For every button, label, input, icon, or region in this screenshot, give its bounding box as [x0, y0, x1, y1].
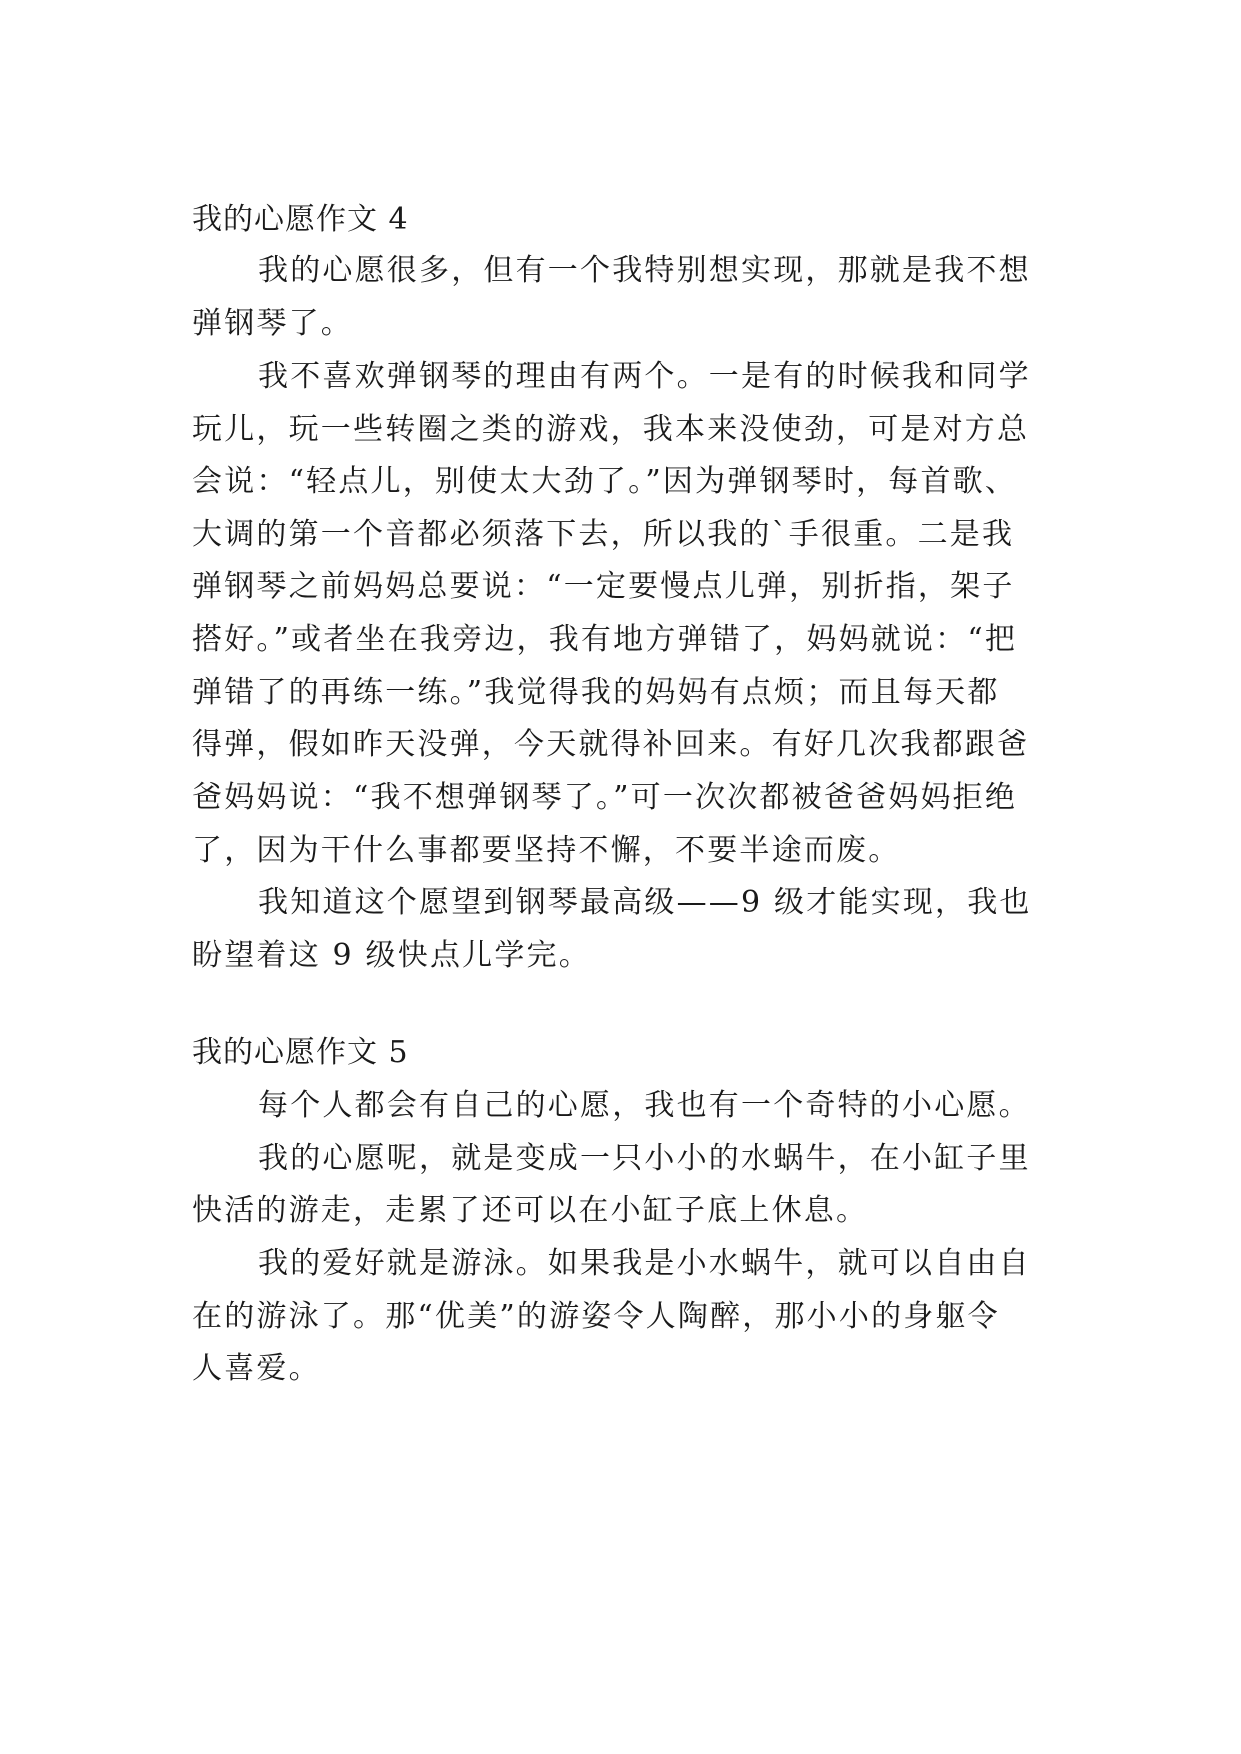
section-title: 我的心愿作文 5 — [192, 1035, 409, 1070]
paragraph-line: 我的心愿很多，但有一个我特别想实现，那就是我不想 — [258, 253, 1031, 288]
paragraph-line: 搭好。”或者坐在我旁边，我有地方弹错了，妈妈就说：“把 — [192, 622, 1018, 657]
paragraph-line: 弹钢琴之前妈妈总要说：“一定要慢点儿弹，别折指，架子 — [192, 569, 1015, 604]
paragraph-line: 弹钢琴了。 — [192, 306, 353, 341]
paragraph-line: 爸妈妈说：“我不想弹钢琴了。”可一次次都被爸爸妈妈拒绝 — [192, 780, 1018, 815]
paragraph-line: 快活的游走，走累了还可以在小缸子底上休息。 — [192, 1193, 869, 1228]
paragraph-line: 我的爱好就是游泳。如果我是小水蜗牛，就可以自由自 — [258, 1246, 1031, 1281]
paragraph-line: 玩儿，玩一些转圈之类的游戏，我本来没使劲，可是对方总 — [192, 412, 1030, 447]
paragraph-line: 弹错了的再练一练。”我觉得我的妈妈有点烦；而且每天都 — [192, 675, 1000, 710]
section-title: 我的心愿作文 4 — [192, 202, 409, 237]
paragraph-line: 我不喜欢弹钢琴的理由有两个。一是有的时候我和同学 — [258, 359, 1031, 394]
paragraph-line: 了，因为干什么事都要坚持不懈，不要半途而废。 — [192, 833, 901, 868]
paragraph-line: 会说：“轻点儿，别使太大劲了。”因为弹钢琴时，每首歌、 — [192, 464, 1018, 499]
paragraph-line: 每个人都会有自己的心愿，我也有一个奇特的小心愿。 — [258, 1088, 1031, 1123]
paragraph-line: 我的心愿呢，就是变成一只小小的水蜗牛，在小缸子里 — [258, 1141, 1031, 1176]
paragraph-line: 人喜爱。 — [192, 1351, 321, 1386]
paragraph-line: 我知道这个愿望到钢琴最高级——9 级才能实现，我也 — [258, 885, 1032, 920]
paragraph-line: 盼望着这 9 级快点儿学完。 — [192, 938, 591, 973]
paragraph-line: 大调的第一个音都必须落下去，所以我的`手很重。二是我 — [192, 517, 1015, 552]
paragraph-line: 得弹，假如昨天没弹，今天就得补回来。有好几次我都跟爸 — [192, 727, 1030, 762]
paragraph-line: 在的游泳了。那“优美”的游姿令人陶醉，那小小的身躯令 — [192, 1299, 1000, 1334]
